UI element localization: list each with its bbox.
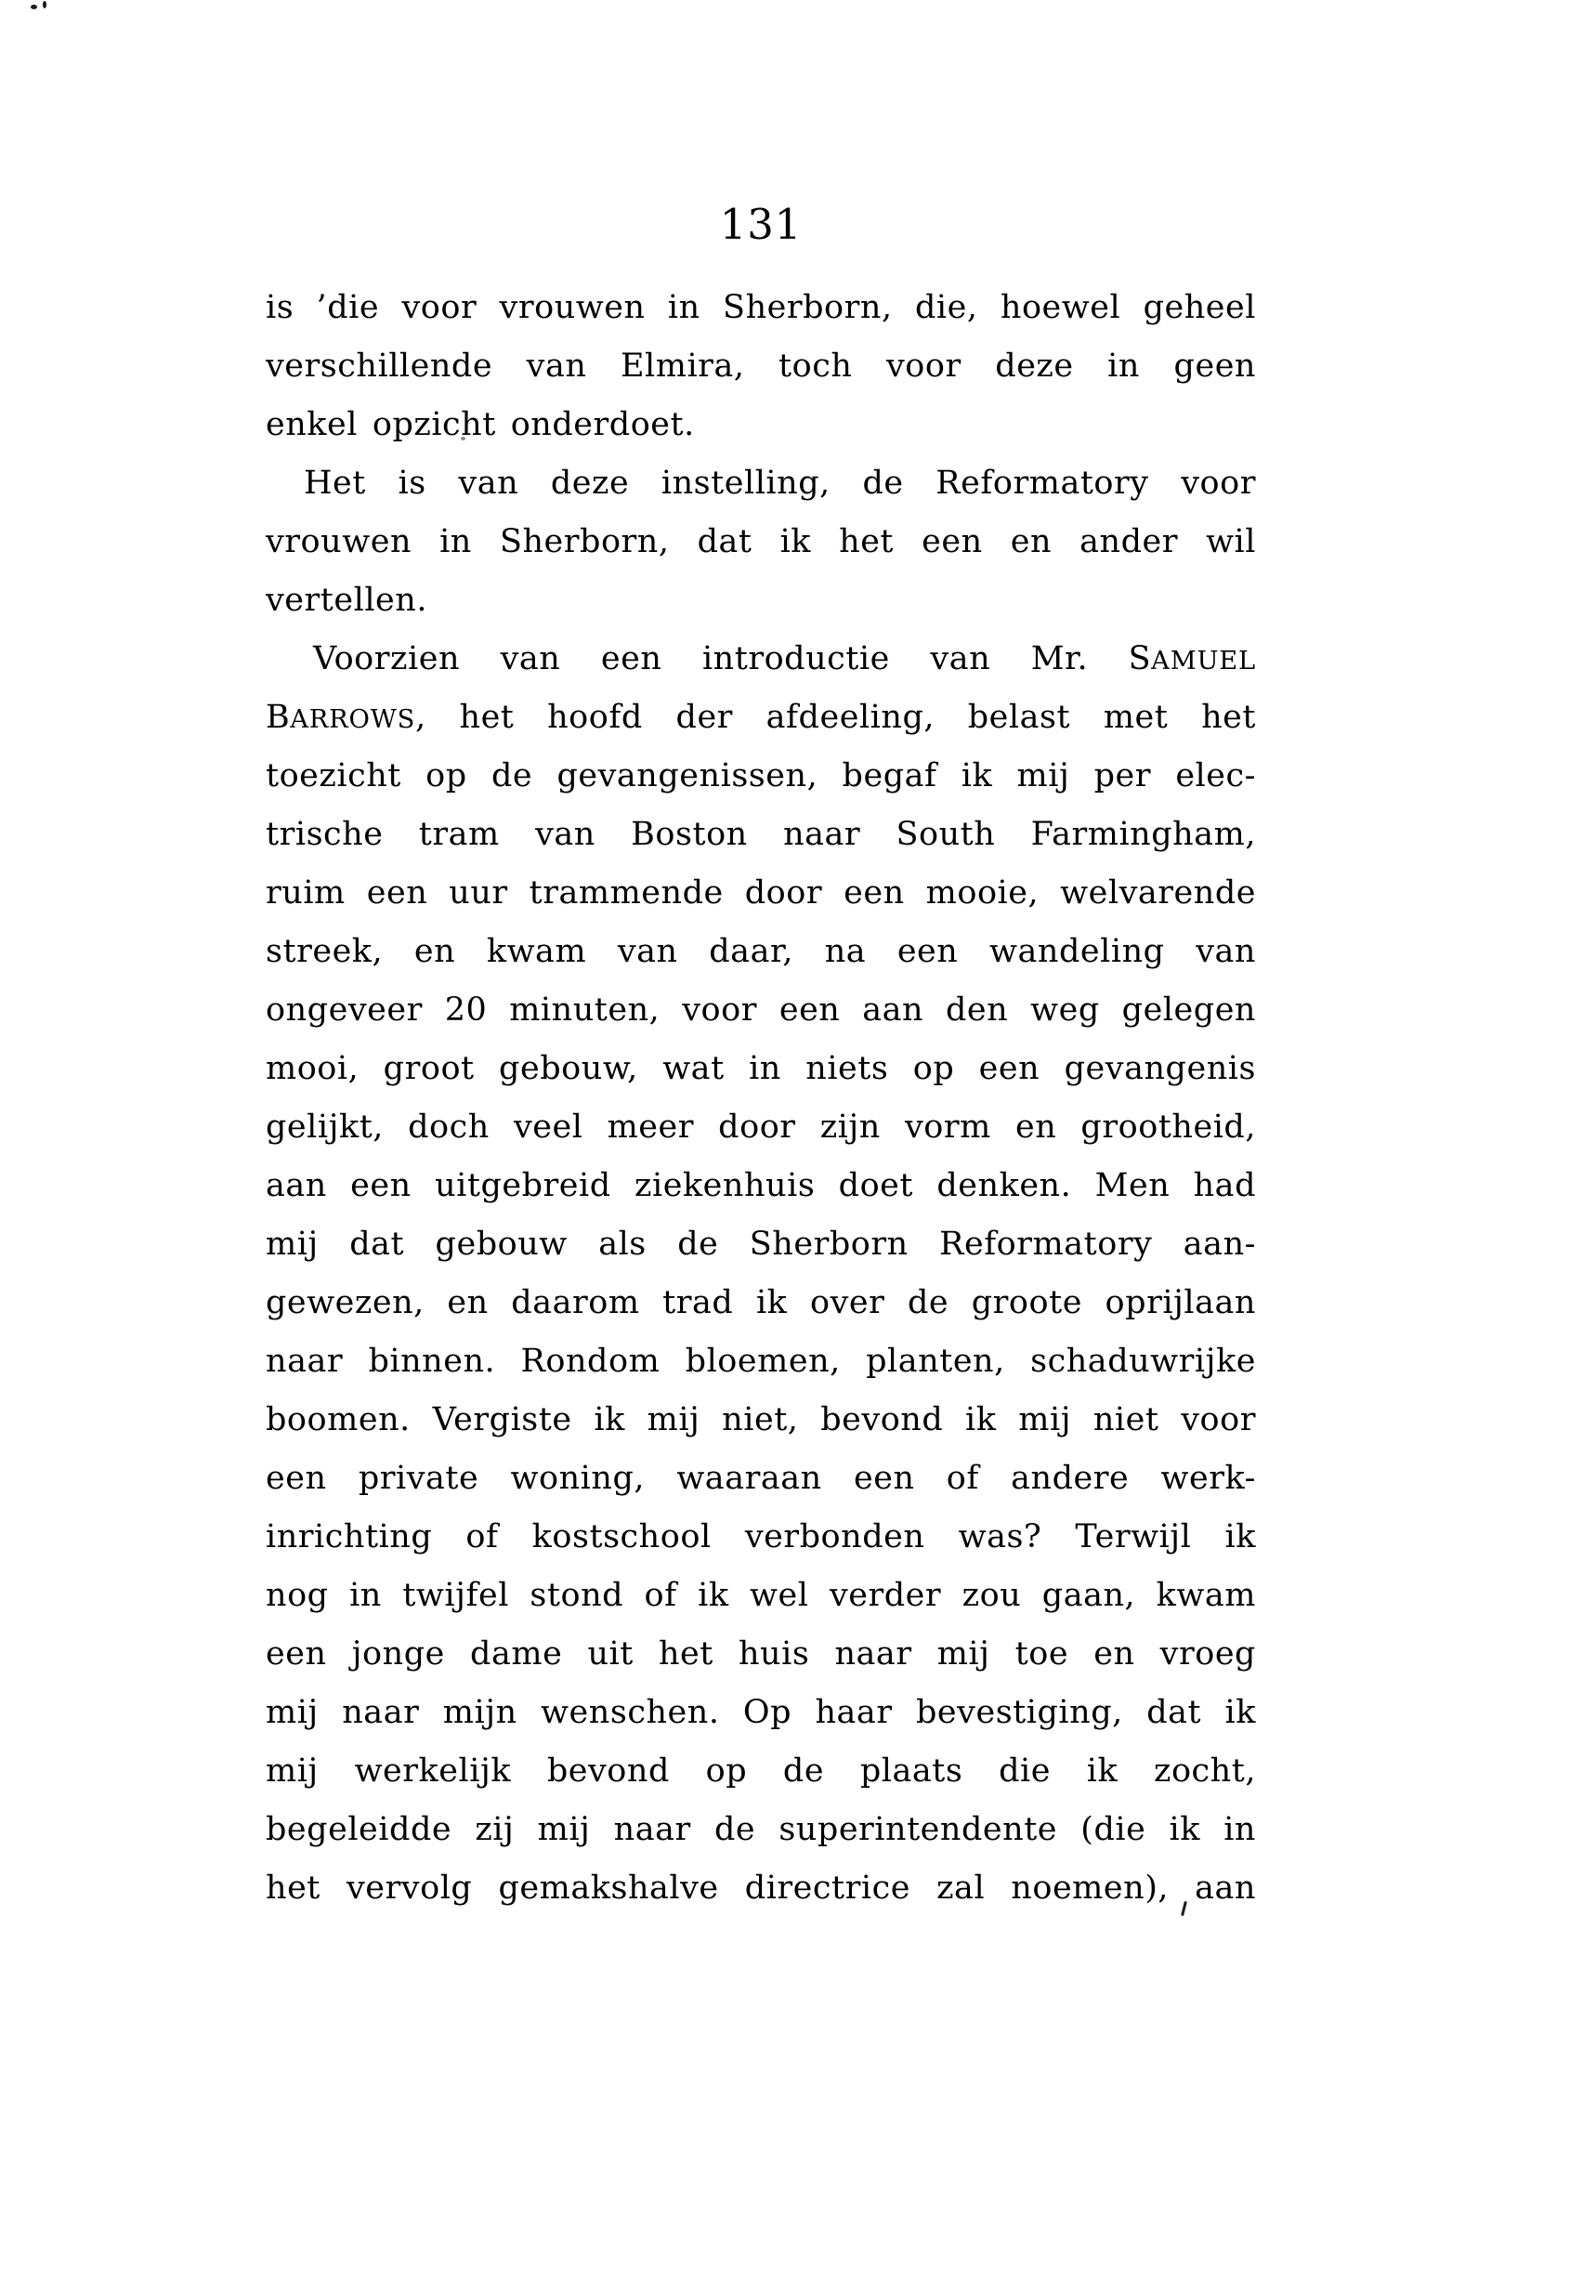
scan-speck bbox=[43, 1, 46, 8]
text-segment: enkel opzicht onderdoet. bbox=[266, 406, 695, 443]
small-caps-text: ARROWS bbox=[290, 705, 416, 734]
text-segment: boomen. Vergiste ik mij niet, bevond ik mij niet voor bbox=[266, 1401, 1256, 1438]
text-line bbox=[266, 1391, 1256, 1450]
text-segment: Het is van deze instelling, de Reformatory voor bbox=[304, 465, 1256, 502]
text-line bbox=[266, 1859, 1256, 1918]
text-line bbox=[266, 1567, 1256, 1625]
text-line bbox=[266, 689, 1256, 747]
text-segment: naar binnen. Rondom bloemen, planten, schaduwrijke bbox=[266, 1343, 1256, 1380]
text-segment: vrouwen in Sherborn, dat ik het een en ander wil bbox=[266, 523, 1256, 560]
text-segment: ruim een uur trammende door een mooie, welvarende bbox=[266, 874, 1256, 912]
text-line bbox=[266, 1450, 1256, 1508]
text-segment: gelijkt, doch veel meer door zijn vorm en grootheid, bbox=[266, 1109, 1256, 1146]
text-line bbox=[266, 747, 1256, 806]
text-line bbox=[266, 981, 1256, 1040]
text-line bbox=[266, 1508, 1256, 1567]
text-segment: een jonge dame uit het huis naar mij toe en vroeg bbox=[266, 1635, 1256, 1673]
text-segment: begeleidde zij mij naar de superintendente (die ik in bbox=[266, 1811, 1256, 1848]
text-line bbox=[266, 513, 1256, 571]
text-segment: nog in twijfel stond of ik wel verder zou gaan, kwam bbox=[266, 1577, 1256, 1614]
text-segment: streek, en kwam van daar, na een wandeling van bbox=[266, 933, 1256, 970]
text-segment: mij dat gebouw als de Sherborn Reformatory aan- bbox=[266, 1226, 1256, 1263]
text-segment: een private woning, waaraan een of andere werk- bbox=[266, 1460, 1256, 1497]
text-line bbox=[266, 1801, 1256, 1859]
page-number: 131 bbox=[719, 200, 803, 249]
text-segment: gewezen, en daarom trad ik over de groote oprijlaan bbox=[266, 1284, 1256, 1321]
text-segment: ongeveer 20 minuten, voor een aan den weg gelegen bbox=[266, 991, 1256, 1029]
text-line bbox=[266, 1215, 1256, 1274]
text-line bbox=[266, 1040, 1256, 1098]
text-segment: B bbox=[266, 699, 291, 736]
text-segment: , het hoofd der afdeeling, belast met het bbox=[415, 699, 1256, 736]
text-line bbox=[266, 1157, 1256, 1215]
text-segment: mij werkelijk bevond op de plaats die ik zocht, bbox=[266, 1752, 1256, 1790]
text-line bbox=[266, 454, 1256, 513]
text-line bbox=[266, 1274, 1256, 1332]
text-line bbox=[266, 571, 1256, 630]
text-line bbox=[266, 630, 1256, 689]
text-line bbox=[266, 337, 1256, 396]
text-line bbox=[266, 1098, 1256, 1157]
text-segment: inrichting of kostschool verbonden was? Terwijl ik bbox=[266, 1518, 1256, 1555]
text-line bbox=[266, 864, 1256, 923]
text-line bbox=[266, 806, 1256, 864]
text-line bbox=[266, 396, 1256, 454]
small-caps-text: AMUEL bbox=[1151, 647, 1256, 676]
text-line bbox=[266, 1332, 1256, 1391]
text-segment: trische tram van Boston naar South Farmingham, bbox=[266, 816, 1256, 853]
text-segment: vertellen. bbox=[266, 582, 428, 619]
text-segment: toezicht op de gevangenissen, begaf ik mij per elec- bbox=[266, 757, 1256, 794]
text-segment: verschillende van Elmira, toch voor deze in geen bbox=[266, 348, 1256, 385]
text-segment: mij naar mijn wenschen. Op haar bevestiging, dat ik bbox=[266, 1694, 1256, 1731]
body-text-block bbox=[266, 279, 1256, 1918]
text-segment: aan een uitgebreid ziekenhuis doet denken. Men had bbox=[266, 1167, 1256, 1204]
text-segment: is ’die voor vrouwen in Sherborn, die, hoewel geheel bbox=[266, 289, 1256, 326]
text-line bbox=[266, 1684, 1256, 1742]
text-line bbox=[266, 923, 1256, 981]
text-segment: mooi, groot gebouw, wat in niets op een gevangenis bbox=[266, 1050, 1256, 1087]
text-segment: Voorzien van een introductie van Mr. S bbox=[313, 640, 1152, 677]
text-line bbox=[266, 1742, 1256, 1801]
text-line bbox=[266, 279, 1256, 337]
text-line bbox=[266, 1625, 1256, 1684]
text-segment: het vervolg gemakshalve directrice zal noemen), aan bbox=[266, 1870, 1256, 1907]
scan-speck bbox=[31, 5, 37, 9]
